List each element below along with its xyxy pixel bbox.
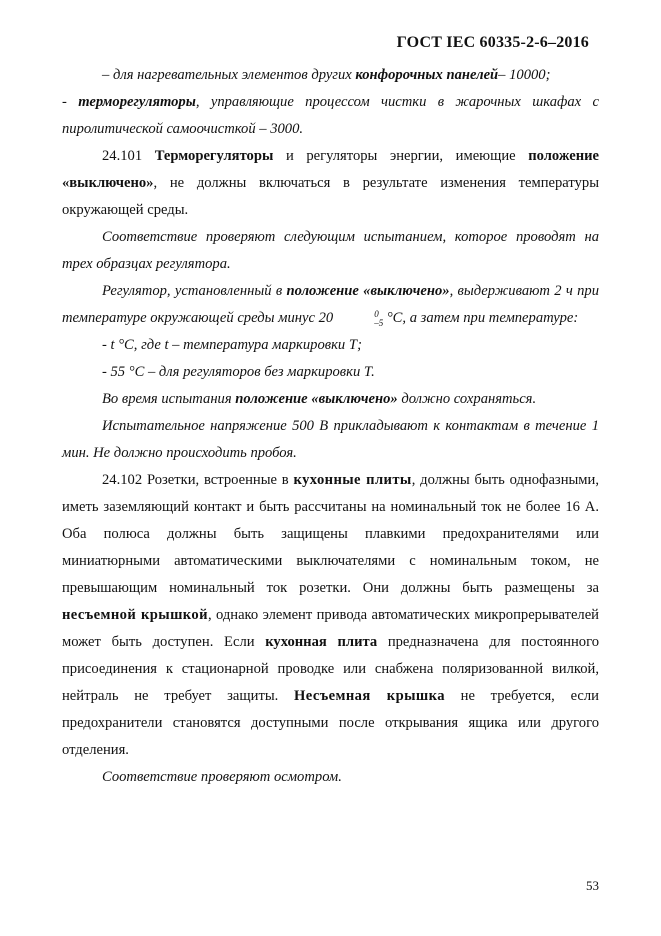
tolerance (334, 310, 383, 328)
text-run: , выдерживают 2 ч при температуре окружающей среды минус 20 (62, 283, 599, 326)
paragraph-compliance-test: Соответствие проверяют следующим испытанием, которое проводят на трех образцах регулятора. (62, 229, 599, 272)
term-bold: положение «выключено» (235, 391, 398, 407)
paragraph-test-voltage: Испытательное напряжение 500 В прикладывают к контактам в течение 1 мин. Не должно происходить пробоя. (62, 418, 599, 461)
document-body (62, 62, 599, 791)
text-run: – для нагревательных элементов других (102, 67, 356, 83)
term-bold: Терморегуляторы (154, 148, 274, 164)
paragraph-compliance-inspection: Соответствие проверяют осмотром. (102, 769, 342, 785)
text-run: °С, а затем при температуре: (383, 310, 579, 326)
text-run: Регулятор, установленный в (102, 283, 287, 299)
term-bold: терморегуляторы (78, 94, 196, 110)
tolerance-upper: 0 (374, 308, 379, 319)
clause-24-101 (62, 143, 599, 224)
term-bold: конфорочных панелей (355, 67, 499, 83)
paragraph-regulator-test (62, 278, 599, 332)
term-bold: положение «выключено» (62, 148, 599, 191)
paragraph-temperature-55: - 55 °С – для регуляторов без маркировки Т. (102, 364, 375, 380)
text-run: , управляющие процессом чистки в жарочных шкафах с пиролитической самоочисткой – 3000. (62, 94, 599, 137)
clause-24-102 (62, 467, 599, 764)
term-bold: положение «выключено» (286, 283, 450, 299)
paragraph-thermostats-pyrolytic (62, 89, 599, 143)
text-run: - (62, 94, 79, 110)
text-run: не требуется, если предохранители становятся доступными после открывания ящика или другого отделения. (62, 688, 599, 758)
text-run: должно сохраняться. (397, 391, 537, 407)
paragraph-off-position-kept (62, 386, 599, 413)
document-header: ГОСТ IEC 60335-2-6–2016 (396, 34, 589, 51)
text-run: – 10000; (498, 67, 551, 83)
term-bold: кухонная плита (265, 634, 378, 650)
paragraph-heating-elements (62, 62, 599, 89)
text-run: , не должны включаться в результате изменения температуры окружающей среды. (62, 175, 599, 218)
text-run: и регуляторы энергии, имеющие (273, 148, 529, 164)
text-run: , однако элемент привода автоматических микропрерывателей может быть доступен. Если (62, 607, 599, 650)
page-number: 53 (586, 878, 599, 893)
text-run: 24.102 Розетки, встроенные в (102, 472, 294, 488)
term-bold: несъемной крышкой (62, 607, 208, 623)
tolerance-lower: –5 (374, 317, 384, 328)
term-bold: Несъемная крышка (294, 688, 445, 704)
text-run: , должны быть однофазными, иметь заземляющий контакт и быть рассчитаны на номинальный ток не более 16 А. Оба полюса должны быть защищены плавкими предохранителями или миниатюрными автоматическими выключателями с номинальным током, не превышающим номинальный ток розетки. Они должны быть размещены за (62, 472, 599, 596)
text-run: Во время испытания (102, 391, 236, 407)
paragraph-temperature-t: - t °С, где t – температура маркировки Т; (102, 337, 363, 353)
term-bold: кухонные плиты (293, 472, 412, 488)
clause-number: 24.101 (102, 148, 155, 164)
text-run: предназначена для постоянного присоединения к стационарной проводке или снабжена поляризованной вилкой, нейтраль не требует защиты. (62, 634, 600, 704)
